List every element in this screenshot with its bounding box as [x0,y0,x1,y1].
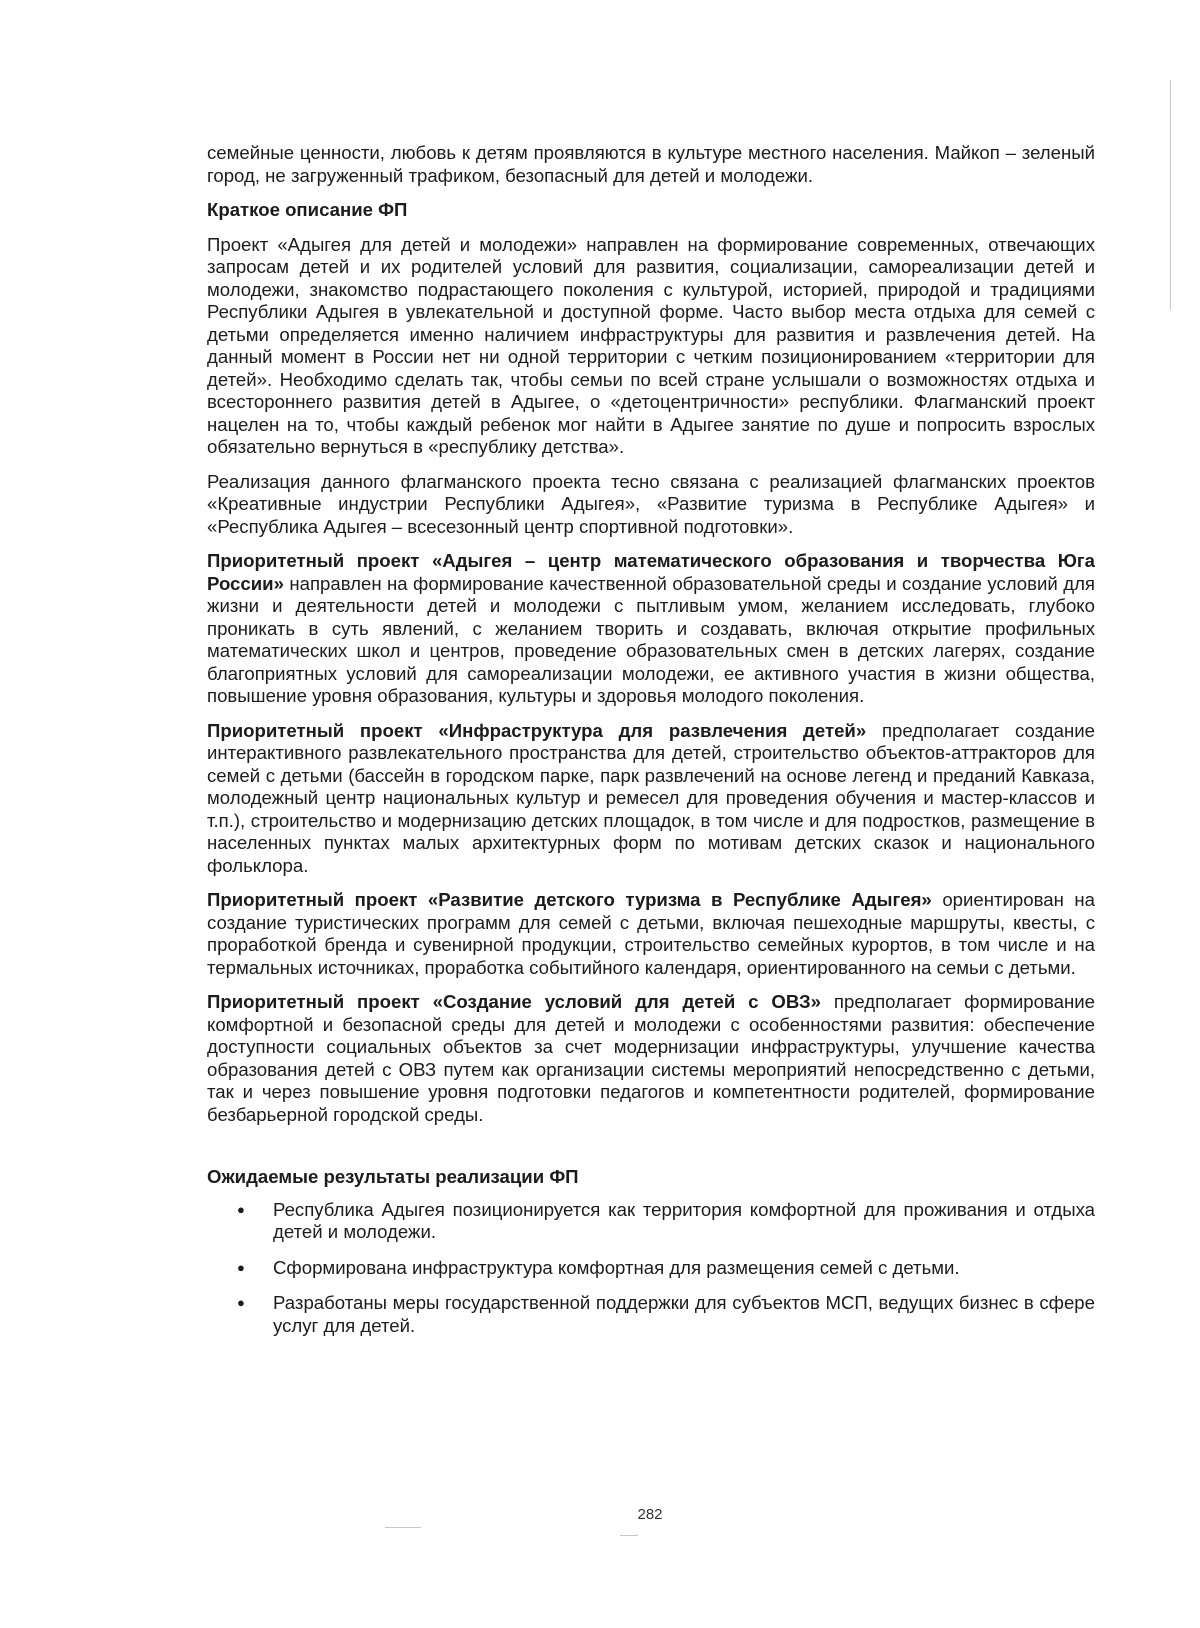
bullet-icon: ● [237,1259,245,1275]
priority-project-infrastructure-text: предполагает создание интерактивного развлекательного пространства для детей, строительство объектов-аттракторов для семей с детьми (бассейн в городском парке, парк развлечений на основе легенд и преданий Кавказа, молодежный центр национальных культур и ремесел для проведения обучения и мастер-классов и т.п.), строительство и модернизацию детских площадок, в том числе и для подростков, размещение в населенных пунктах малых архитектурных форм по мотивам детских сказок и национального фольклора. [207,719,1095,876]
priority-project-tourism-text: ориентирован на создание туристических программ для семей с детьми, включая пешеходные маршруты, квесты, с проработкой бренда и сувенирной продукции, строительство семейных курортов, в том числе и на термальных источниках, проработка событийного календаря, ориентированного на семьи с детьми. [207,889,1096,978]
priority-project-math [207,550,1095,708]
priority-project-infrastructure [207,720,1095,878]
priority-project-math-title: Приоритетный проект «Адыгея – центр математического образования и творчества Юга России» [207,550,1095,594]
priority-project-ovz-text: предполагает формирование комфортной и безопасной среды для детей и молодежи с особенностями развития: обеспечение доступности социальных объектов за счет модернизации инфраструктуры, улучшение качества образования детей с ОВЗ путем как организации системы мероприятий непосредственно с детьми, так и через повышение уровня подготовки педагогов и компетентности родителей, формирование безбарьерной городской среды. [207,991,1095,1125]
results-list [207,1199,1095,1338]
list-item [207,1292,1095,1337]
priority-project-ovz-title: Приоритетный проект «Создание условий для детей с ОВЗ» [207,991,822,1012]
bullet-icon: ● [237,1201,245,1217]
result-item-text: Разработаны меры государственной поддержки для субъектов МСП, ведущих бизнес в сфере услуг для детей. [273,1292,1095,1336]
priority-project-ovz [207,991,1095,1126]
document-page [207,142,1095,1350]
priority-project-math-text: направлен на формирование качественной образовательной среды и создание условий для жизни и деятельности детей и молодежи с пытливым умом, желанием исследовать, глубоко проникать в суть явлений, с желанием творить и создавать, включая открытие профильных математических школ и центров, проведение образовательных смен в детских лагерях, создание благоприятных условий для самореализации молодежи, ее активного участия в жизни общества, повышение уровня образования, культуры и здоровья молодого поколения. [207,572,1095,706]
page-number: 282 [637,1506,663,1523]
scan-artifact-right-edge [1170,80,1171,310]
brief-paragraph-2: Реализация данного флагманского проекта тесно связана с реализацией флагманских проектов «Креативные индустрии Республики Адыгея», «Развитие туризма в Республике Адыгея» и «Республика Адыгея – всесезонный центр спортивной подготовки». [207,470,1095,537]
priority-project-tourism-title: Приоритетный проект «Развитие детского туризма в Республике Адыгея» [207,889,932,910]
list-item [207,1257,1095,1280]
result-item-text: Сформирована инфраструктура комфортная для размещения семей с детьми. [273,1256,960,1278]
priority-project-infrastructure-title: Приоритетный проект «Инфраструктура для развлечения детей» [207,719,867,741]
scan-artifact-bottom-2 [620,1535,638,1536]
list-item [207,1199,1095,1244]
priority-project-tourism [207,889,1095,979]
brief-paragraph-1: Проект «Адыгея для детей и молодежи» направлен на формирование современных, отвечающих запросам детей и их родителей условий для развития, социализации, самореализации детей и молодежи, знакомство подрастающего поколения с культурой, историей, природой и традициями Республики Адыгея в увлекательной и доступной форме. Часто выбор места отдыха для семей с детьми определяется именно наличием инфраструктуры для развития и развлечения детей. На данный момент в России нет ни одной территории с четким позиционированием «территории для детей». Необходимо сделать так, чтобы семьи по всей стране услышали о возможностях отдыха и всестороннего развития детей в Адыгее, о «детоцентричности» республики. Флагманский проект нацелен на то, чтобы каждый ребенок мог найти в Адыгее занятие по душе и попросить взрослых обязательно вернуться в «республику детства». [207,233,1095,457]
bullet-icon: ● [237,1295,245,1310]
results-heading: Ожидаемые результаты реализации ФП [207,1166,579,1187]
intro-paragraph: семейные ценности, любовь к детям проявляются в культуре местного населения. Майкоп – зеленый город, не загруженный трафиком, безопасный для детей и молодежи. [207,142,1095,186]
scan-artifact-bottom-1 [385,1527,421,1528]
brief-heading: Краткое описание ФП [207,199,408,220]
result-item-text: Республика Адыгея позиционируется как территория комфортной для проживания и отдыха детей и молодежи. [273,1198,1095,1242]
